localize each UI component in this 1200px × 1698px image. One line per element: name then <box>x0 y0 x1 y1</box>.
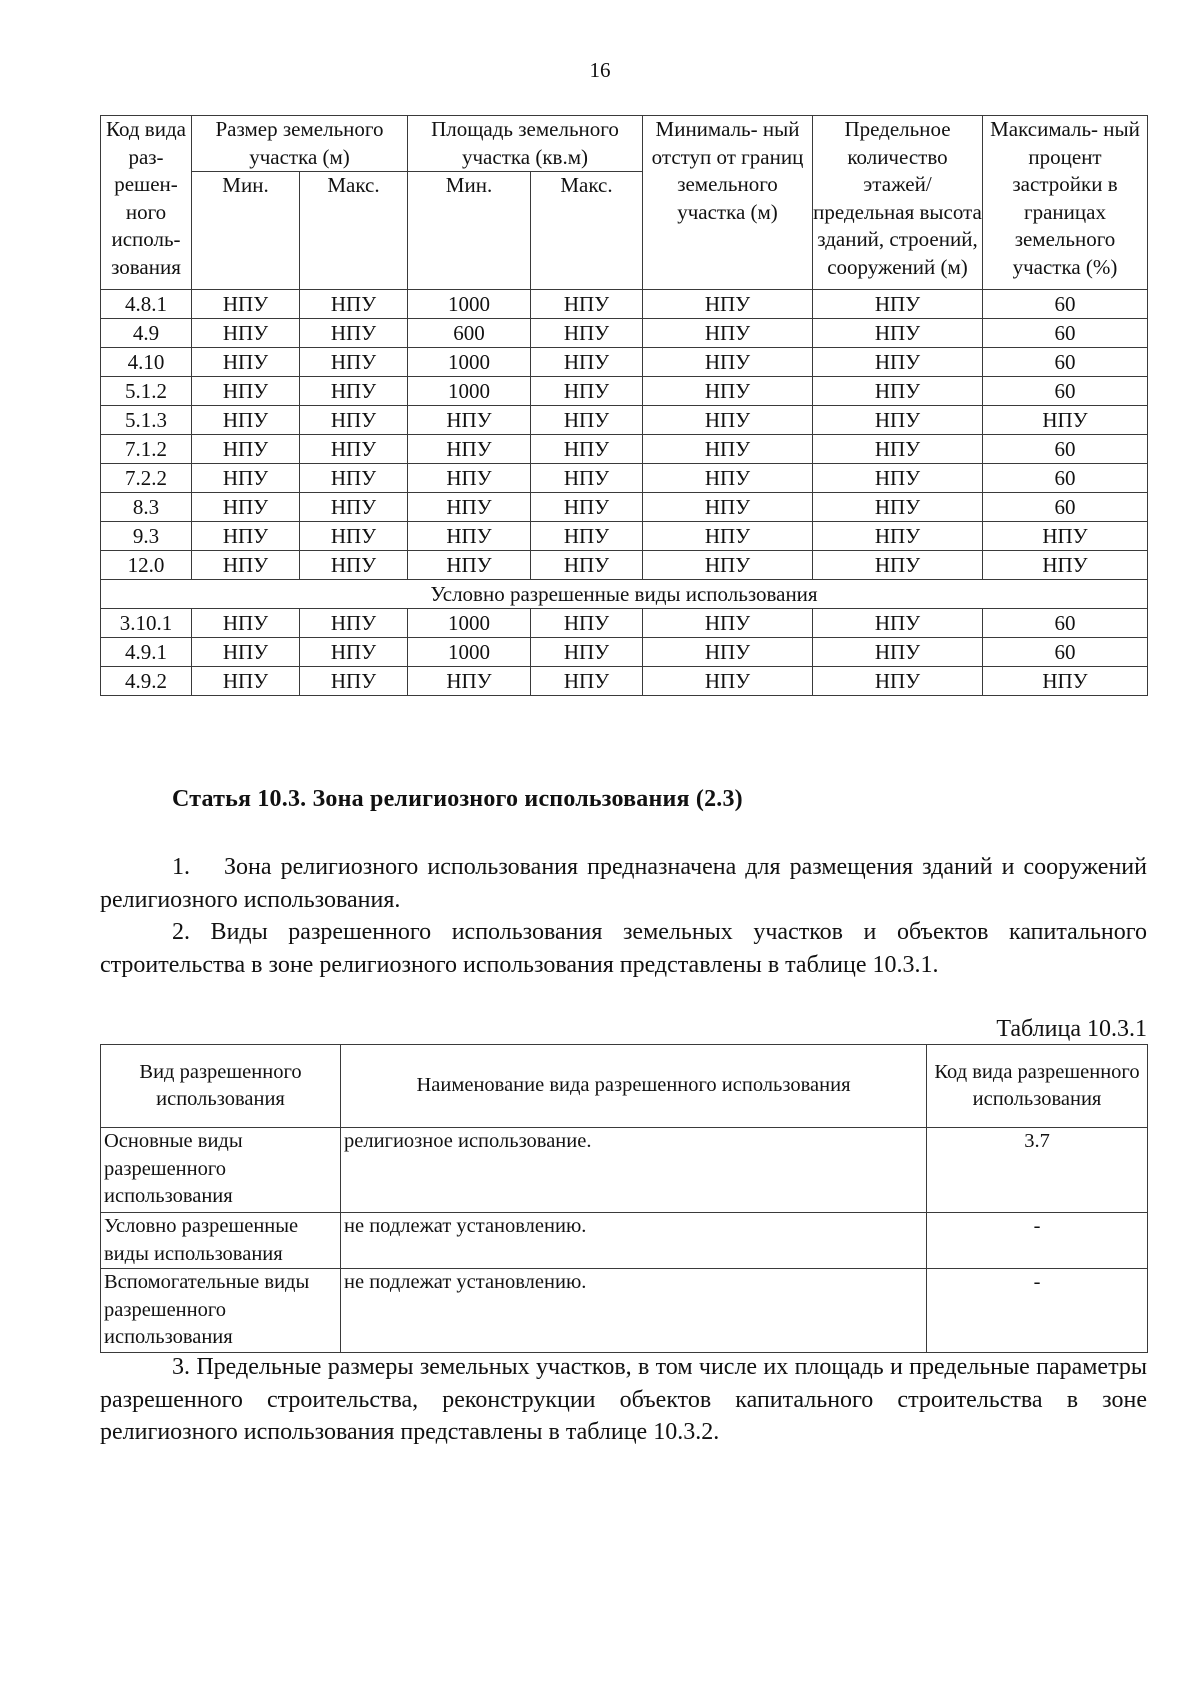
value-cell: НПУ <box>300 377 408 406</box>
code-cell: 4.9 <box>101 319 192 348</box>
value-cell: 1000 <box>408 290 531 319</box>
value-cell: НПУ <box>643 464 813 493</box>
header-code: Код вида раз- решен- ного исполь- зования <box>101 116 192 290</box>
limits-table-body <box>101 290 1148 696</box>
value-cell: 60 <box>983 493 1148 522</box>
code-cell: 5.1.2 <box>101 377 192 406</box>
value-cell: 60 <box>983 377 1148 406</box>
value-cell: НПУ <box>813 493 983 522</box>
table-row <box>101 348 1148 377</box>
header-max-floors: Предельное количество этажей/ предельная высота зданий, строений, сооружений (м) <box>813 116 983 290</box>
value-cell: НПУ <box>643 551 813 580</box>
code-cell: 8.3 <box>101 493 192 522</box>
value-cell: НПУ <box>408 406 531 435</box>
value-cell: НПУ <box>643 493 813 522</box>
value-cell: НПУ <box>643 290 813 319</box>
table-row <box>101 464 1148 493</box>
value-cell: НПУ <box>192 609 300 638</box>
header-size-min: Мин. <box>192 172 300 290</box>
table-row <box>101 435 1148 464</box>
header-plot-area: Площадь земельного участка (кв.м) <box>408 116 643 172</box>
usage-code-cell: - <box>927 1269 1148 1353</box>
usage-name-cell: религиозное использование. <box>341 1128 927 1213</box>
code-cell: 4.8.1 <box>101 290 192 319</box>
value-cell: НПУ <box>300 319 408 348</box>
value-cell: НПУ <box>531 464 643 493</box>
value-cell: 1000 <box>408 377 531 406</box>
paragraph-3: 3. Предельные размеры земельных участков, в том числе их площадь и предельные параметры разрешенного строительства, реконструкции объектов капитального строительства в зоне религиозного использования представлены в таблице 10.3.2. <box>100 1354 1147 1445</box>
value-cell: 1000 <box>408 609 531 638</box>
value-cell: НПУ <box>408 551 531 580</box>
value-cell: НПУ <box>192 348 300 377</box>
paragraph-1-number: 1. <box>172 854 190 880</box>
value-cell: НПУ <box>192 377 300 406</box>
table-row <box>101 1128 1148 1213</box>
value-cell: 600 <box>408 319 531 348</box>
value-cell: НПУ <box>192 638 300 667</box>
code-cell: 4.9.2 <box>101 667 192 696</box>
value-cell: НПУ <box>813 435 983 464</box>
value-cell: 60 <box>983 319 1148 348</box>
value-cell: 60 <box>983 435 1148 464</box>
value-cell: НПУ <box>813 522 983 551</box>
value-cell: НПУ <box>300 290 408 319</box>
value-cell: 60 <box>983 609 1148 638</box>
table-row <box>101 406 1148 435</box>
paragraph-1-text: Зона религиозного использования предназначена для размещения зданий и сооружений религиозного использования. <box>100 854 1147 913</box>
value-cell: НПУ <box>983 667 1148 696</box>
code-cell: 7.1.2 <box>101 435 192 464</box>
table-row <box>101 1213 1148 1269</box>
header-area-min: Мин. <box>408 172 531 290</box>
value-cell: НПУ <box>300 609 408 638</box>
table-row <box>101 1269 1148 1353</box>
value-cell: 1000 <box>408 638 531 667</box>
value-cell: НПУ <box>643 377 813 406</box>
value-cell: НПУ <box>192 667 300 696</box>
value-cell: НПУ <box>643 638 813 667</box>
code-cell: 4.10 <box>101 348 192 377</box>
value-cell: НПУ <box>531 290 643 319</box>
paragraph-1 <box>100 851 1147 916</box>
value-cell: НПУ <box>408 667 531 696</box>
value-cell: 60 <box>983 638 1148 667</box>
header-usage-name: Наименование вида разрешенного использования <box>341 1045 927 1128</box>
header-area-max: Макс. <box>531 172 643 290</box>
section-row <box>101 580 1148 609</box>
value-cell: НПУ <box>643 348 813 377</box>
code-cell: 3.10.1 <box>101 609 192 638</box>
usage-code-cell: 3.7 <box>927 1128 1148 1213</box>
table-row <box>101 609 1148 638</box>
header-usage-code: Код вида разрешенного использования <box>927 1045 1148 1128</box>
code-cell: 7.2.2 <box>101 464 192 493</box>
value-cell: НПУ <box>643 609 813 638</box>
value-cell: НПУ <box>643 435 813 464</box>
usage-code-cell: - <box>927 1213 1148 1269</box>
value-cell: НПУ <box>531 638 643 667</box>
value-cell: НПУ <box>531 406 643 435</box>
value-cell: НПУ <box>531 348 643 377</box>
value-cell: НПУ <box>813 667 983 696</box>
table-row <box>101 319 1148 348</box>
value-cell: НПУ <box>643 522 813 551</box>
table-row <box>101 493 1148 522</box>
value-cell: НПУ <box>300 464 408 493</box>
value-cell: НПУ <box>643 667 813 696</box>
header-size-max: Макс. <box>300 172 408 290</box>
value-cell: НПУ <box>813 609 983 638</box>
page-number: 16 <box>589 58 611 82</box>
table-caption: Таблица 10.3.1 <box>996 1016 1147 1042</box>
value-cell: НПУ <box>531 609 643 638</box>
value-cell: 60 <box>983 290 1148 319</box>
value-cell: НПУ <box>300 551 408 580</box>
value-cell: НПУ <box>408 493 531 522</box>
value-cell: НПУ <box>983 522 1148 551</box>
value-cell: НПУ <box>300 493 408 522</box>
usage-type-cell: Вспомогательные виды разрешенного использования <box>101 1269 341 1353</box>
code-cell: 5.1.3 <box>101 406 192 435</box>
value-cell: 60 <box>983 464 1148 493</box>
table-row <box>101 522 1148 551</box>
value-cell: НПУ <box>813 377 983 406</box>
value-cell: НПУ <box>300 406 408 435</box>
table-row <box>101 551 1148 580</box>
value-cell: НПУ <box>300 522 408 551</box>
value-cell: НПУ <box>531 493 643 522</box>
value-cell: НПУ <box>192 464 300 493</box>
value-cell: НПУ <box>813 551 983 580</box>
code-cell: 12.0 <box>101 551 192 580</box>
usage-type-cell: Основные виды разрешенного использования <box>101 1128 341 1213</box>
value-cell: НПУ <box>643 319 813 348</box>
value-cell: НПУ <box>531 551 643 580</box>
value-cell: НПУ <box>813 290 983 319</box>
value-cell: НПУ <box>192 435 300 464</box>
value-cell: 1000 <box>408 348 531 377</box>
value-cell: НПУ <box>300 348 408 377</box>
value-cell: НПУ <box>531 435 643 464</box>
section-label: Условно разрешенные виды использования <box>101 580 1148 609</box>
value-cell: НПУ <box>300 435 408 464</box>
code-cell: 9.3 <box>101 522 192 551</box>
value-cell: НПУ <box>192 551 300 580</box>
value-cell: НПУ <box>300 638 408 667</box>
value-cell: НПУ <box>531 667 643 696</box>
table-row <box>101 377 1148 406</box>
article-title: Статья 10.3. Зона религиозного использования (2.3) <box>172 786 743 812</box>
value-cell: НПУ <box>983 406 1148 435</box>
table-row <box>101 638 1148 667</box>
value-cell: НПУ <box>192 406 300 435</box>
value-cell: НПУ <box>408 464 531 493</box>
value-cell: НПУ <box>192 290 300 319</box>
usage-name-cell: не подлежат установлению. <box>341 1213 927 1269</box>
header-usage-type: Вид разрешенного использования <box>101 1045 341 1128</box>
table-row <box>101 667 1148 696</box>
code-cell: 4.9.1 <box>101 638 192 667</box>
limits-table <box>100 115 1148 696</box>
value-cell: НПУ <box>192 522 300 551</box>
value-cell: НПУ <box>192 319 300 348</box>
value-cell: НПУ <box>813 464 983 493</box>
value-cell: НПУ <box>813 348 983 377</box>
table-row <box>101 290 1148 319</box>
value-cell: 60 <box>983 348 1148 377</box>
value-cell: НПУ <box>531 319 643 348</box>
header-max-coverage: Максималь- ный процент застройки в границах земельного участка (%) <box>983 116 1148 290</box>
value-cell: НПУ <box>983 551 1148 580</box>
value-cell: НПУ <box>813 319 983 348</box>
value-cell: НПУ <box>531 522 643 551</box>
header-plot-size: Размер земельного участка (м) <box>192 116 408 172</box>
value-cell: НПУ <box>300 667 408 696</box>
usage-name-cell: не подлежат установлению. <box>341 1269 927 1353</box>
value-cell: НПУ <box>531 377 643 406</box>
value-cell: НПУ <box>408 522 531 551</box>
value-cell: НПУ <box>643 406 813 435</box>
paragraph-2: 2. Виды разрешенного использования земельных участков и объектов капитального строительства в зоне религиозного использования представлены в таблице 10.3.1. <box>100 919 1147 978</box>
usage-type-cell: Условно разрешенные виды использования <box>101 1213 341 1269</box>
value-cell: НПУ <box>408 435 531 464</box>
value-cell: НПУ <box>192 493 300 522</box>
value-cell: НПУ <box>813 638 983 667</box>
value-cell: НПУ <box>813 406 983 435</box>
header-min-setback: Минималь- ный отступ от границ земельного участка (м) <box>643 116 813 290</box>
usage-types-table <box>100 1044 1148 1353</box>
